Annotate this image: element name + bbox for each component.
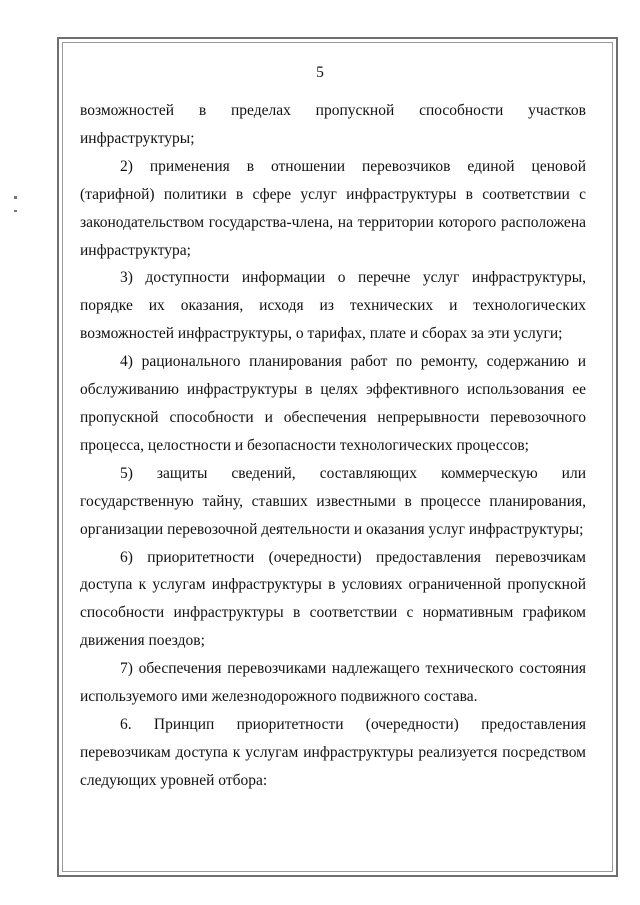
list-item-3: 3) доступности информации о перечне услуг инфраструктуры, порядке их оказания, исходя из технических и технологических возможностей инфраструктуры, о тарифах, плате и сборах за эти услуги; (80, 269, 586, 343)
list-item-4: 4) рационального планирования работ по ремонту, содержанию и обслуживанию инфраструктуры в целях эффективного использования ее пропускной способности и обеспечения непрерывности перевозочного процесса, целостности и безопасности технологических процессов; (80, 353, 586, 454)
scan-speck (14, 210, 17, 212)
document-body (80, 97, 586, 795)
paragraph-continuation: возможностей в пределах пропускной способности участков инфраструктуры; (80, 102, 586, 147)
clause-6: 6. Принцип приоритетности (очередности) предоставления перевозчикам доступа к услугам инфраструктуры реализуется посредством следующих уровней отбора: (80, 715, 586, 789)
page-number: 5 (316, 64, 324, 81)
list-item-5: 5) защиты сведений, составляющих коммерческую или государственную тайну, ставших известными в процессе планирования, организации перевозочной деятельности и оказания услуг инфраструктуры; (80, 464, 586, 538)
scan-speck (14, 196, 17, 199)
list-item-2: 2) применения в отношении перевозчиков единой ценовой (тарифной) политики в сфере услуг инфраструктуры в соответствии с законодательством государства-члена, на территории которого расположена инфраструктура; (80, 157, 586, 259)
list-item-6: 6) приоритетности (очередности) предоставления перевозчикам доступа к услугам инфраструктуры в условиях ограниченной пропускной способности инфраструктуры в соответствии с нормативным графиком движения поездов; (80, 548, 586, 650)
list-item-7: 7) обеспечения перевозчиками надлежащего технического состояния используемого ими железнодорожного подвижного состава. (80, 660, 586, 706)
